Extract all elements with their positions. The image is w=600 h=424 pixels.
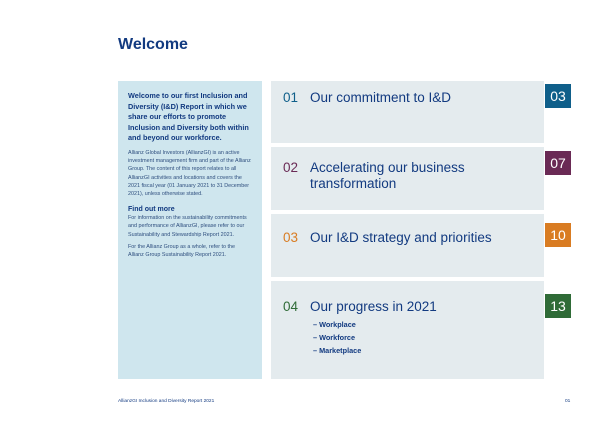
intro-body: Allianz Global Investors (AllianzGI) is an active investment management firm and part of the Allianz Group. The content of this report relates to all AllianzGI activities and locations and covers the 2021 fiscal year (01 January 2021 to 31 December 2021), unless otherwise stated. [128,149,251,197]
section-divider [271,277,544,281]
subitem-workforce[interactable]: – Workforce [313,332,356,342]
section-number: 02 [283,160,299,175]
footer-page-number: 01 [565,399,571,404]
page-tab-strategy[interactable]: 10 [545,223,571,247]
find-out-more-body-2: For the Allianz Group as a whole, refer to the Allianz Group Sustainability Report 2021. [128,243,235,258]
footer-report-name: AllianzGI Inclusion and Diversity Report 2021 [118,399,215,404]
intro-heading: Welcome to our first Inclusion and Diversity (I&D) Report in which we share our efforts to promote Inclusion and Diversity both within and beyond our workforce. [128,91,249,143]
progress-subitems [313,319,361,357]
section-title: Our commitment to I&D [310,90,452,105]
find-out-more-heading: Find out more [128,206,175,214]
page-tab-transformation[interactable]: 07 [545,151,571,175]
section-number: 01 [283,90,299,105]
section-title: Our progress in 2021 [310,299,437,314]
intro-sidebar [118,81,262,379]
subitem-marketplace[interactable]: – Marketplace [313,345,362,355]
section-divider [271,143,544,147]
page-title: Welcome [118,36,188,53]
section-number: 04 [283,299,299,314]
find-out-more-body-1: For information on the sustainability commitments and performance of AllianzGI, please refer to our Sustainability and Stewardship Report 2021. [128,215,247,238]
section-title: Our I&D strategy and priorities [310,230,492,245]
section-divider [271,210,544,214]
section-title: Accelerating our business transformation [310,160,465,191]
page-tab-progress[interactable]: 13 [545,294,571,318]
section-number: 03 [283,230,299,245]
subitem-workplace[interactable]: – Workplace [313,320,356,329]
page-tab-commitment[interactable]: 03 [545,84,571,108]
